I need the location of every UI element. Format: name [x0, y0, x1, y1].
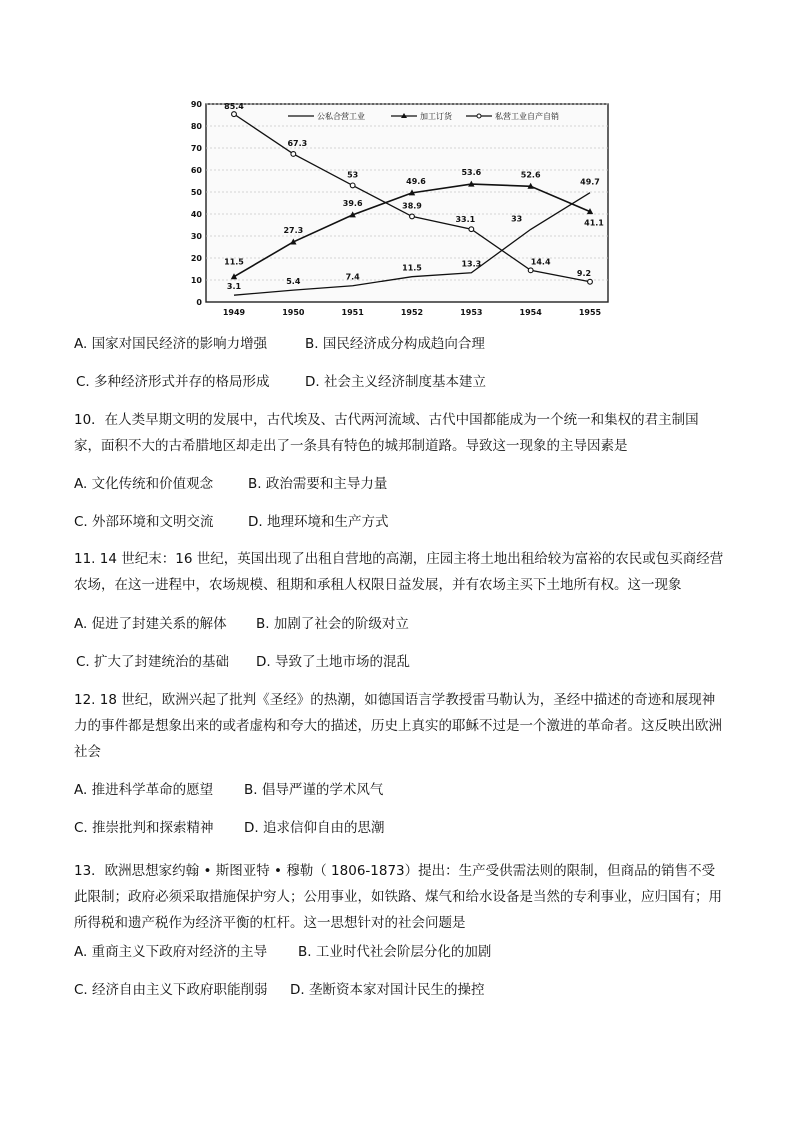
data-label: 3.1: [226, 282, 242, 292]
y-tick-label: 10: [190, 276, 202, 285]
q12-option-a[interactable]: A. 推进科学革命的愿望: [74, 782, 214, 798]
y-tick-label: 20: [190, 254, 202, 263]
data-label: 53.6: [461, 168, 482, 178]
data-point: [588, 279, 593, 284]
data-label: 49.7: [580, 177, 600, 187]
q11-option-a[interactable]: A. 促进了封建关系的解体: [74, 616, 227, 632]
q13-stem: 13．欧洲思想家约翰 • 斯图亚特 • 穆勒（ 1806-1873）提出：生产受供需法则的限制，但商品的销售不受此限制；政府必须采取措施保护穷人；公用事业，如铁路、煤气和给水设备是当然的专利事业，应归国有；用所得税和遗产税作为经济平衡的杠杆。这一思想针对的社会问题是: [74, 863, 722, 931]
data-label: 49.6: [406, 176, 426, 186]
data-label: 13.3: [461, 259, 482, 269]
y-tick-label: 40: [190, 210, 202, 219]
data-label: 9.2: [576, 268, 592, 278]
q11-option-b[interactable]: B. 加剧了社会的阶级对立: [256, 616, 409, 632]
line-chart-svg: [176, 98, 616, 324]
q11-option-c[interactable]: C. 扩大了封建统治的基础: [76, 654, 230, 670]
data-label: 7.4: [345, 272, 360, 282]
q10-option-c[interactable]: C. 外部环境和文明交流: [74, 514, 214, 530]
q13-option-b[interactable]: B. 工业时代社会阶层分化的加剧: [298, 944, 492, 960]
data-point: [232, 112, 237, 117]
q9-option-c[interactable]: C. 多种经济形式并存的格局形成: [76, 374, 270, 390]
data-label: 5.4: [286, 277, 301, 287]
legend-label: 加工订货: [420, 112, 452, 121]
q12-option-b[interactable]: B. 倡导严谨的学术风气: [244, 782, 384, 798]
q10-option-b[interactable]: B. 政治需要和主导力量: [248, 476, 388, 492]
legend-marker: [477, 114, 481, 118]
y-tick-label: 0: [196, 298, 202, 307]
y-tick-label: 70: [190, 144, 202, 153]
x-tick-label: 1953: [460, 308, 483, 317]
q12-option-c[interactable]: C. 推崇批判和探索精神: [74, 820, 214, 836]
x-tick-label: 1949: [222, 308, 246, 317]
data-point: [528, 268, 533, 273]
industry-structure-chart: [176, 98, 616, 324]
data-point: [469, 227, 474, 232]
x-tick-label: 1954: [519, 308, 542, 317]
data-label: 52.6: [520, 170, 541, 180]
q9-option-a[interactable]: A. 国家对国民经济的影响力增强: [74, 336, 268, 352]
q10-stem: 10．在人类早期文明的发展中，古代埃及、古代两河流域、古代中国都能成为一个统一和集权的君主制国家，面积不大的古希腊地区却走出了一条具有特色的城邦制道路。导致这一现象的主导因素是: [74, 412, 699, 454]
data-label: 67.3: [287, 138, 308, 148]
legend-label: 公私合营工业: [317, 112, 365, 121]
data-label: 33.1: [455, 215, 476, 225]
data-label: 27.3: [283, 225, 304, 235]
q9-option-b[interactable]: B. 国民经济成分构成趋向合理: [305, 336, 485, 352]
data-label: 41.1: [584, 218, 604, 228]
x-tick-label: 1951: [341, 308, 364, 317]
x-tick-label: 1955: [578, 308, 602, 317]
q13-option-a[interactable]: A. 重商主义下政府对经济的主导: [74, 944, 268, 960]
data-label: 53: [347, 170, 359, 180]
q12-stem: 12. 18 世纪，欧洲兴起了批判《圣经》的热潮，如德国语言学教授雷马勒认为，圣经中描述的奇迹和展现神力的事件都是想象出来的或者虚构和夸大的描述，历史上真实的耶稣不过是一个激进的革命者。这反映出欧洲社会: [74, 692, 722, 760]
q13-option-c[interactable]: C. 经济自由主义下政府职能削弱: [74, 982, 268, 998]
q11-stem: 11. 14 世纪末：16 世纪，英国出现了出租自营地的高潮，庄园主将土地出租给较为富裕的农民或包买商经营农场，在这一进程中，农场规模、租期和承租人权限日益发展，并有农场主买下土地所有权。这一现象: [74, 551, 724, 593]
q11-option-d[interactable]: D. 导致了土地市场的混乱: [256, 654, 410, 670]
data-label: 38.9: [402, 201, 422, 211]
q12-option-d[interactable]: D. 追求信仰自由的思潮: [244, 820, 385, 836]
data-label: 11.5: [224, 257, 244, 267]
q13-option-d[interactable]: D. 垄断资本家对国计民生的操控: [290, 982, 485, 998]
x-tick-label: 1952: [400, 308, 424, 317]
data-label: 14.4: [530, 257, 551, 267]
q10-option-a[interactable]: A. 文化传统和价值观念: [74, 476, 214, 492]
y-tick-label: 50: [190, 188, 202, 197]
legend-label: 私营工业自产自销: [495, 112, 559, 121]
data-point: [350, 183, 355, 188]
q9-option-d[interactable]: D. 社会主义经济制度基本建立: [305, 374, 486, 390]
data-point: [291, 152, 296, 157]
y-tick-label: 30: [190, 232, 202, 241]
x-tick-label: 1950: [282, 308, 305, 317]
y-tick-label: 90: [190, 100, 202, 109]
y-tick-label: 80: [190, 122, 202, 131]
data-label: 33: [511, 214, 523, 224]
q10-option-d[interactable]: D. 地理环境和生产方式: [248, 514, 389, 530]
data-label: 39.6: [342, 198, 363, 208]
y-tick-label: 60: [190, 166, 202, 175]
data-label: 11.5: [402, 263, 422, 273]
data-point: [410, 214, 415, 219]
data-label: 85.4: [224, 102, 244, 112]
